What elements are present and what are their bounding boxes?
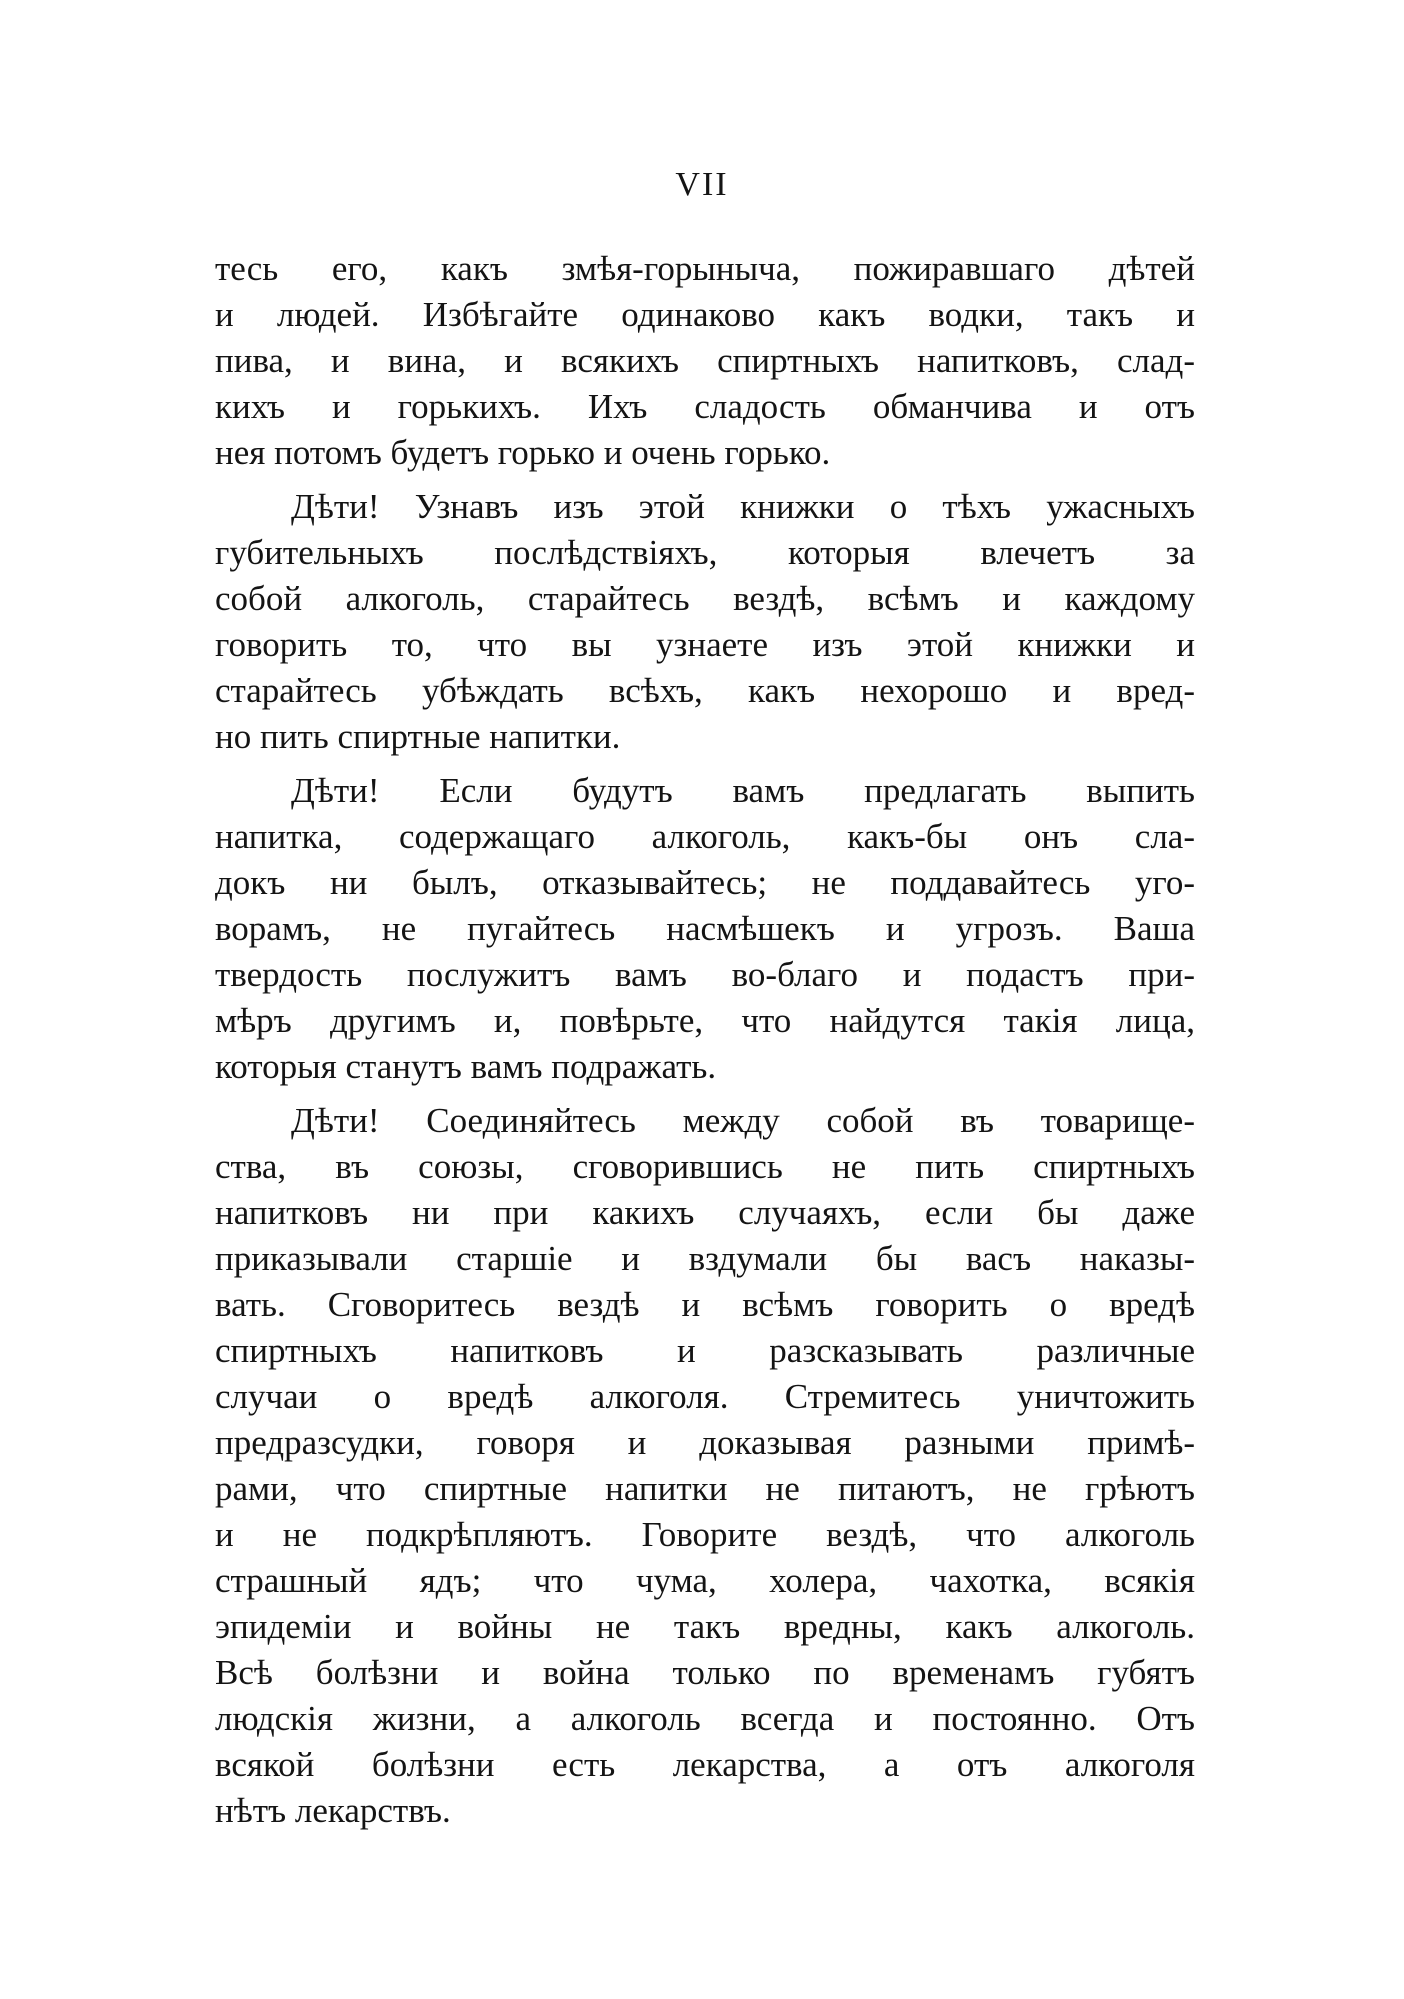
paragraph-4 bbox=[215, 1098, 1195, 1834]
text-line: и людей. Избѣгайте одинаково какъ водки, такъ и bbox=[215, 295, 1195, 334]
text-line: Дѣти! Соединяйтесь между собой въ товарище- bbox=[291, 1101, 1195, 1140]
text-line: твердость послужитъ вамъ во-благо и подастъ при- bbox=[215, 955, 1195, 994]
text-line: Дѣти! Узнавъ изъ этой книжки о тѣхъ ужасныхъ bbox=[291, 487, 1195, 526]
text-line: Всѣ болѣзни и война только по временамъ губятъ bbox=[215, 1653, 1195, 1692]
text-line: собой алкоголь, старайтесь вездѣ, всѣмъ и каждому bbox=[215, 579, 1195, 618]
text-line: ства, въ союзы, сговорившись не пить спиртныхъ bbox=[215, 1147, 1195, 1186]
text-line: Дѣти! Если будутъ вамъ предлагать выпить bbox=[291, 771, 1195, 810]
text-line: рами, что спиртные напитки не питаютъ, не грѣютъ bbox=[215, 1469, 1195, 1508]
paragraph-2 bbox=[215, 484, 1195, 760]
text-line: кихъ и горькихъ. Ихъ сладость обманчива и отъ bbox=[215, 387, 1195, 426]
text-line: губительныхъ послѣдствіяхъ, которыя влечетъ за bbox=[215, 533, 1195, 572]
text-line: предразсудки, говоря и доказывая разными примѣ- bbox=[215, 1423, 1195, 1462]
text-line: всякой болѣзни есть лекарства, а отъ алкоголя bbox=[215, 1745, 1195, 1784]
text-line: и не подкрѣпляютъ. Говорите вездѣ, что алкоголь bbox=[215, 1515, 1195, 1554]
text-line: людскія жизни, а алкоголь всегда и постоянно. Отъ bbox=[215, 1699, 1195, 1738]
text-line: случаи о вредѣ алкоголя. Стремитесь уничтожить bbox=[215, 1377, 1195, 1416]
text-line: страшный ядъ; что чума, холера, чахотка, всякія bbox=[215, 1561, 1195, 1600]
text-line: приказывали старшіе и вздумали бы васъ наказы- bbox=[215, 1239, 1195, 1278]
text-line: нея потомъ будетъ горько и очень горько. bbox=[215, 433, 831, 472]
text-line: старайтесь убѣждать всѣхъ, какъ нехорошо и вред- bbox=[215, 671, 1195, 710]
text-line: говорить то, что вы узнаете изъ этой книжки и bbox=[215, 625, 1195, 664]
text-line: но пить спиртные напитки. bbox=[215, 717, 621, 756]
text-line: эпидеміи и войны не такъ вредны, какъ алкоголь. bbox=[215, 1607, 1195, 1646]
text-line: напитка, содержащаго алкоголь, какъ-бы онъ сла- bbox=[215, 817, 1195, 856]
text-line: вать. Сговоритесь вездѣ и всѣмъ говорить о вредѣ bbox=[215, 1285, 1195, 1324]
text-line: ворамъ, не пугайтесь насмѣшекъ и угрозъ. Ваша bbox=[215, 909, 1195, 948]
text-line: докъ ни былъ, отказывайтесь; не поддавайтесь уго- bbox=[215, 863, 1195, 902]
paragraph-1 bbox=[215, 246, 1195, 476]
text-line: спиртныхъ напитковъ и разсказывать различные bbox=[215, 1331, 1195, 1370]
body-text bbox=[215, 246, 1195, 1842]
text-line: мѣръ другимъ и, повѣрьте, что найдутся такія лица, bbox=[215, 1001, 1195, 1040]
page-number: VII bbox=[675, 166, 729, 203]
text-line: нѣтъ лекарствъ. bbox=[215, 1791, 451, 1830]
text-line: которыя станутъ вамъ подражать. bbox=[215, 1047, 717, 1086]
paragraph-3 bbox=[215, 768, 1195, 1090]
text-line: пива, и вина, и всякихъ спиртныхъ напитковъ, слад- bbox=[215, 341, 1195, 380]
text-line: напитковъ ни при какихъ случаяхъ, если бы даже bbox=[215, 1193, 1195, 1232]
text-line: тесь его, какъ змѣя-горыныча, пожиравшаго дѣтей bbox=[215, 249, 1195, 288]
